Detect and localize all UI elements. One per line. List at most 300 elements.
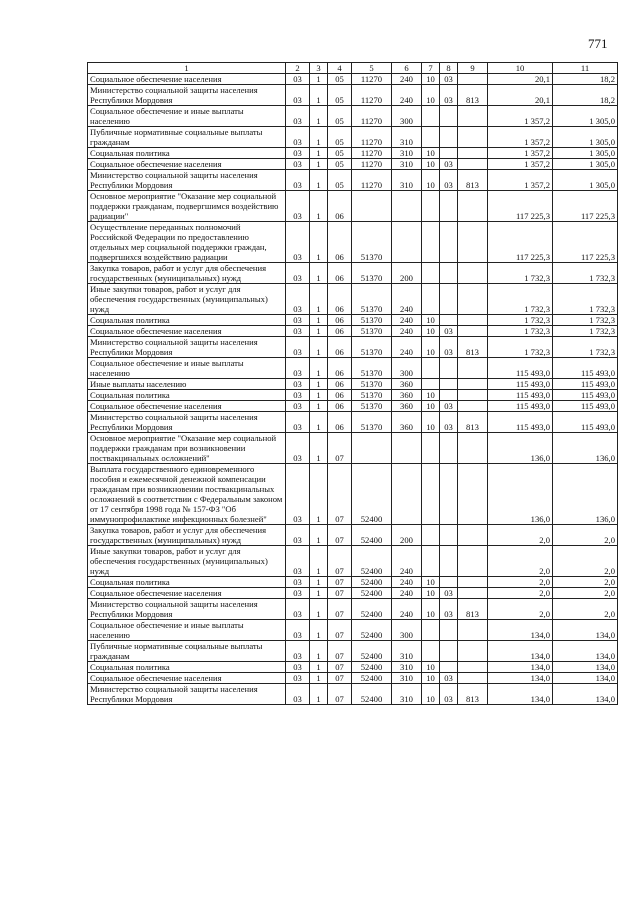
amount-year2-cell: 1 732,3 — [553, 315, 618, 326]
program-code-cell: 1 — [310, 159, 328, 170]
row-name-cell: Министерство социальной защиты населения Республики Мордовия — [88, 599, 286, 620]
expense-type-cell: 310 — [392, 641, 422, 662]
row-name-cell: Основное мероприятие "Оказание мер социальной поддержки гражданам, подвергшимся воздействию радиации" — [88, 191, 286, 222]
row-name-cell: Закупка товаров, работ и услуг для обеспечения государственных (муниципальных) нужд — [88, 263, 286, 284]
division-cell — [422, 641, 440, 662]
expense-type-cell: 240 — [392, 337, 422, 358]
section-code-cell: 03 — [286, 412, 310, 433]
column-header: 10 — [488, 63, 553, 74]
amount-year1-cell: 1 732,3 — [488, 337, 553, 358]
subdivision-cell — [440, 315, 458, 326]
amount-year2-cell: 2,0 — [553, 525, 618, 546]
subdivision-cell — [440, 127, 458, 148]
program-code-cell: 1 — [310, 222, 328, 263]
expense-type-cell: 240 — [392, 74, 422, 85]
section-code-cell: 03 — [286, 222, 310, 263]
subdivision-cell: 03 — [440, 673, 458, 684]
ministry-code-cell — [458, 263, 488, 284]
ministry-code-cell — [458, 433, 488, 464]
amount-year2-cell: 134,0 — [553, 673, 618, 684]
ministry-code-cell — [458, 159, 488, 170]
ministry-code-cell — [458, 525, 488, 546]
amount-year1-cell: 136,0 — [488, 433, 553, 464]
table-row — [88, 315, 618, 326]
expense-type-cell: 300 — [392, 620, 422, 641]
expense-type-cell: 360 — [392, 401, 422, 412]
division-cell: 10 — [422, 315, 440, 326]
row-name-cell: Социальное обеспечение и иные выплаты населению — [88, 358, 286, 379]
amount-year2-cell: 1 732,3 — [553, 326, 618, 337]
section-code-cell: 03 — [286, 525, 310, 546]
target-article-cell: 52400 — [352, 662, 392, 673]
subdivision-cell: 03 — [440, 74, 458, 85]
section-code-cell: 03 — [286, 599, 310, 620]
row-name-cell: Социальная политика — [88, 390, 286, 401]
division-cell: 10 — [422, 662, 440, 673]
table-row — [88, 106, 618, 127]
expense-type-cell: 310 — [392, 127, 422, 148]
division-cell — [422, 358, 440, 379]
ministry-code-cell — [458, 74, 488, 85]
program-code-cell: 1 — [310, 684, 328, 705]
row-name-cell: Социальная политика — [88, 315, 286, 326]
expense-type-cell: 310 — [392, 170, 422, 191]
ministry-code-cell — [458, 588, 488, 599]
row-name-cell: Основное мероприятие "Оказание мер социальной поддержки гражданам при возникновении поствакцинальных осложнений" — [88, 433, 286, 464]
row-name-cell: Социальная политика — [88, 577, 286, 588]
ministry-code-cell — [458, 315, 488, 326]
program-code-cell: 1 — [310, 599, 328, 620]
expense-type-cell: 240 — [392, 326, 422, 337]
row-name-cell: Социальная политика — [88, 662, 286, 673]
subprogram-code-cell: 05 — [328, 170, 352, 191]
ministry-code-cell — [458, 464, 488, 525]
expense-type-cell: 310 — [392, 662, 422, 673]
table-row — [88, 662, 618, 673]
amount-year1-cell: 2,0 — [488, 599, 553, 620]
division-cell: 10 — [422, 401, 440, 412]
program-code-cell: 1 — [310, 390, 328, 401]
amount-year1-cell: 1 357,2 — [488, 106, 553, 127]
section-code-cell: 03 — [286, 684, 310, 705]
amount-year1-cell: 115 493,0 — [488, 390, 553, 401]
subdivision-cell — [440, 148, 458, 159]
table-row — [88, 222, 618, 263]
subdivision-cell — [440, 641, 458, 662]
amount-year1-cell: 115 493,0 — [488, 412, 553, 433]
column-header: 5 — [352, 63, 392, 74]
target-article-cell: 51370 — [352, 263, 392, 284]
amount-year2-cell: 2,0 — [553, 546, 618, 577]
subprogram-code-cell: 07 — [328, 662, 352, 673]
section-code-cell: 03 — [286, 284, 310, 315]
amount-year1-cell: 1 357,2 — [488, 170, 553, 191]
ministry-code-cell: 813 — [458, 684, 488, 705]
row-name-cell: Социальное обеспечение населения — [88, 401, 286, 412]
division-cell — [422, 191, 440, 222]
table-row — [88, 337, 618, 358]
expense-type-cell — [392, 222, 422, 263]
table-row — [88, 433, 618, 464]
program-code-cell: 1 — [310, 588, 328, 599]
expense-type-cell: 240 — [392, 599, 422, 620]
table-row — [88, 159, 618, 170]
amount-year2-cell: 136,0 — [553, 433, 618, 464]
subprogram-code-cell: 05 — [328, 106, 352, 127]
division-cell: 10 — [422, 170, 440, 191]
division-cell: 10 — [422, 599, 440, 620]
expense-type-cell — [392, 191, 422, 222]
division-cell — [422, 127, 440, 148]
program-code-cell: 1 — [310, 170, 328, 191]
division-cell: 10 — [422, 148, 440, 159]
ministry-code-cell: 813 — [458, 337, 488, 358]
section-code-cell: 03 — [286, 315, 310, 326]
row-name-cell: Социальное обеспечение населения — [88, 74, 286, 85]
amount-year1-cell: 117 225,3 — [488, 222, 553, 263]
target-article-cell: 51370 — [352, 412, 392, 433]
expense-type-cell — [392, 464, 422, 525]
target-article-cell: 51370 — [352, 390, 392, 401]
row-name-cell: Иные закупки товаров, работ и услуг для обеспечения государственных (муниципальных) нужд — [88, 546, 286, 577]
column-header: 11 — [553, 63, 618, 74]
amount-year2-cell: 1 305,0 — [553, 106, 618, 127]
target-article-cell: 11270 — [352, 106, 392, 127]
amount-year2-cell: 117 225,3 — [553, 222, 618, 263]
program-code-cell: 1 — [310, 673, 328, 684]
amount-year1-cell: 134,0 — [488, 620, 553, 641]
table-row — [88, 170, 618, 191]
program-code-cell: 1 — [310, 148, 328, 159]
row-name-cell: Социальное обеспечение населения — [88, 159, 286, 170]
subprogram-code-cell: 06 — [328, 379, 352, 390]
column-header: 3 — [310, 63, 328, 74]
subprogram-code-cell: 07 — [328, 464, 352, 525]
amount-year2-cell: 1 305,0 — [553, 127, 618, 148]
amount-year2-cell: 115 493,0 — [553, 412, 618, 433]
program-code-cell: 1 — [310, 379, 328, 390]
row-name-cell: Публичные нормативные социальные выплаты гражданам — [88, 641, 286, 662]
target-article-cell — [352, 191, 392, 222]
division-cell: 10 — [422, 326, 440, 337]
program-code-cell: 1 — [310, 577, 328, 588]
row-name-cell: Выплата государственного единовременного пособия и ежемесячной денежной компенсации гражданам при возникновении поствакцинальных осложнений в соответствии с Федеральным законом от 17 сентября 1998 года № 157-ФЗ "Об иммунопрофилактике инфекционных болезней" — [88, 464, 286, 525]
table-row — [88, 599, 618, 620]
amount-year2-cell: 1 305,0 — [553, 148, 618, 159]
table-row — [88, 620, 618, 641]
division-cell — [422, 620, 440, 641]
division-cell: 10 — [422, 684, 440, 705]
subprogram-code-cell: 05 — [328, 148, 352, 159]
expense-type-cell: 200 — [392, 525, 422, 546]
row-name-cell: Министерство социальной защиты населения Республики Мордовия — [88, 684, 286, 705]
expense-type-cell: 300 — [392, 358, 422, 379]
ministry-code-cell — [458, 222, 488, 263]
program-code-cell: 1 — [310, 662, 328, 673]
target-article-cell: 51370 — [352, 222, 392, 263]
table-row — [88, 588, 618, 599]
subdivision-cell: 03 — [440, 326, 458, 337]
target-article-cell: 52400 — [352, 464, 392, 525]
subprogram-code-cell: 07 — [328, 577, 352, 588]
division-cell: 10 — [422, 412, 440, 433]
amount-year2-cell: 1 732,3 — [553, 263, 618, 284]
division-cell — [422, 525, 440, 546]
subprogram-code-cell: 06 — [328, 358, 352, 379]
target-article-cell: 51370 — [352, 379, 392, 390]
target-article-cell: 51370 — [352, 284, 392, 315]
ministry-code-cell: 813 — [458, 599, 488, 620]
column-header: 8 — [440, 63, 458, 74]
row-name-cell: Социальное обеспечение и иные выплаты населению — [88, 106, 286, 127]
amount-year1-cell: 1 732,3 — [488, 315, 553, 326]
row-name-cell: Социальная политика — [88, 148, 286, 159]
amount-year2-cell: 1 305,0 — [553, 170, 618, 191]
subprogram-code-cell: 07 — [328, 641, 352, 662]
subdivision-cell — [440, 390, 458, 401]
row-name-cell: Осуществление переданных полномочий Российской Федерации по предоставлению отдельных мер социальной поддержки граждан, подвергшихся воздействию радиации — [88, 222, 286, 263]
amount-year1-cell: 2,0 — [488, 546, 553, 577]
amount-year1-cell: 2,0 — [488, 525, 553, 546]
division-cell: 10 — [422, 588, 440, 599]
amount-year2-cell: 117 225,3 — [553, 191, 618, 222]
division-cell — [422, 433, 440, 464]
row-name-cell: Иные выплаты населению — [88, 379, 286, 390]
subdivision-cell: 03 — [440, 85, 458, 106]
target-article-cell: 52400 — [352, 599, 392, 620]
program-code-cell: 1 — [310, 401, 328, 412]
subprogram-code-cell: 05 — [328, 127, 352, 148]
amount-year1-cell: 1 732,3 — [488, 263, 553, 284]
program-code-cell: 1 — [310, 641, 328, 662]
amount-year2-cell: 18,2 — [553, 74, 618, 85]
amount-year1-cell: 2,0 — [488, 588, 553, 599]
subdivision-cell — [440, 263, 458, 284]
table-row — [88, 525, 618, 546]
table-row — [88, 284, 618, 315]
table-row — [88, 263, 618, 284]
section-code-cell: 03 — [286, 379, 310, 390]
division-cell: 10 — [422, 74, 440, 85]
subdivision-cell: 03 — [440, 599, 458, 620]
ministry-code-cell — [458, 191, 488, 222]
subdivision-cell — [440, 222, 458, 263]
subdivision-cell: 03 — [440, 588, 458, 599]
table-row — [88, 641, 618, 662]
column-header: 7 — [422, 63, 440, 74]
amount-year2-cell: 2,0 — [553, 588, 618, 599]
section-code-cell: 03 — [286, 464, 310, 525]
target-article-cell: 51370 — [352, 337, 392, 358]
table-row — [88, 326, 618, 337]
program-code-cell: 1 — [310, 358, 328, 379]
amount-year2-cell: 134,0 — [553, 620, 618, 641]
division-cell: 10 — [422, 337, 440, 358]
expense-type-cell: 240 — [392, 315, 422, 326]
target-article-cell: 52400 — [352, 525, 392, 546]
ministry-code-cell: 813 — [458, 85, 488, 106]
table-row — [88, 577, 618, 588]
subdivision-cell: 03 — [440, 401, 458, 412]
amount-year2-cell: 115 493,0 — [553, 358, 618, 379]
program-code-cell: 1 — [310, 315, 328, 326]
target-article-cell: 51370 — [352, 326, 392, 337]
subdivision-cell — [440, 379, 458, 390]
ministry-code-cell — [458, 326, 488, 337]
target-article-cell: 51370 — [352, 358, 392, 379]
table-row — [88, 379, 618, 390]
division-cell — [422, 222, 440, 263]
row-name-cell: Министерство социальной защиты населения Республики Мордовия — [88, 337, 286, 358]
division-cell: 10 — [422, 577, 440, 588]
amount-year2-cell: 1 732,3 — [553, 284, 618, 315]
column-header: 9 — [458, 63, 488, 74]
amount-year1-cell: 117 225,3 — [488, 191, 553, 222]
target-article-cell: 11270 — [352, 127, 392, 148]
amount-year2-cell: 115 493,0 — [553, 401, 618, 412]
ministry-code-cell — [458, 577, 488, 588]
ministry-code-cell — [458, 284, 488, 315]
column-header: 4 — [328, 63, 352, 74]
subprogram-code-cell: 06 — [328, 412, 352, 433]
amount-year1-cell: 1 732,3 — [488, 284, 553, 315]
section-code-cell: 03 — [286, 148, 310, 159]
amount-year1-cell: 134,0 — [488, 684, 553, 705]
table-row — [88, 358, 618, 379]
subdivision-cell — [440, 662, 458, 673]
row-name-cell: Иные закупки товаров, работ и услуг для обеспечения государственных (муниципальных) нужд — [88, 284, 286, 315]
table-row — [88, 401, 618, 412]
subdivision-cell: 03 — [440, 337, 458, 358]
row-name-cell: Социальное обеспечение и иные выплаты населению — [88, 620, 286, 641]
subprogram-code-cell: 07 — [328, 684, 352, 705]
subprogram-code-cell: 06 — [328, 315, 352, 326]
program-code-cell: 1 — [310, 412, 328, 433]
target-article-cell: 52400 — [352, 620, 392, 641]
table-row — [88, 74, 618, 85]
subprogram-code-cell: 05 — [328, 159, 352, 170]
expense-type-cell: 310 — [392, 148, 422, 159]
section-code-cell: 03 — [286, 85, 310, 106]
subdivision-cell — [440, 191, 458, 222]
section-code-cell: 03 — [286, 74, 310, 85]
target-article-cell: 11270 — [352, 170, 392, 191]
section-code-cell: 03 — [286, 662, 310, 673]
expense-type-cell: 360 — [392, 412, 422, 433]
subprogram-code-cell: 06 — [328, 222, 352, 263]
program-code-cell: 1 — [310, 337, 328, 358]
amount-year2-cell: 2,0 — [553, 599, 618, 620]
division-cell — [422, 379, 440, 390]
subdivision-cell: 03 — [440, 412, 458, 433]
ministry-code-cell — [458, 379, 488, 390]
ministry-code-cell — [458, 390, 488, 401]
target-article-cell: 52400 — [352, 577, 392, 588]
section-code-cell: 03 — [286, 263, 310, 284]
subprogram-code-cell: 07 — [328, 620, 352, 641]
amount-year2-cell: 115 493,0 — [553, 390, 618, 401]
subdivision-cell — [440, 620, 458, 641]
division-cell: 10 — [422, 85, 440, 106]
section-code-cell: 03 — [286, 401, 310, 412]
target-article-cell: 52400 — [352, 673, 392, 684]
section-code-cell: 03 — [286, 390, 310, 401]
subprogram-code-cell: 07 — [328, 433, 352, 464]
subdivision-cell — [440, 464, 458, 525]
section-code-cell: 03 — [286, 588, 310, 599]
subprogram-code-cell: 06 — [328, 390, 352, 401]
table-header-row — [88, 63, 618, 74]
ministry-code-cell — [458, 127, 488, 148]
target-article-cell: 51370 — [352, 315, 392, 326]
subdivision-cell: 03 — [440, 159, 458, 170]
subdivision-cell — [440, 433, 458, 464]
section-code-cell: 03 — [286, 191, 310, 222]
division-cell: 10 — [422, 159, 440, 170]
subprogram-code-cell: 06 — [328, 191, 352, 222]
column-header: 6 — [392, 63, 422, 74]
expense-type-cell: 310 — [392, 684, 422, 705]
expense-type-cell: 240 — [392, 546, 422, 577]
target-article-cell: 52400 — [352, 641, 392, 662]
ministry-code-cell — [458, 106, 488, 127]
target-article-cell: 11270 — [352, 159, 392, 170]
division-cell — [422, 106, 440, 127]
subdivision-cell — [440, 106, 458, 127]
amount-year2-cell: 134,0 — [553, 662, 618, 673]
subdivision-cell — [440, 358, 458, 379]
ministry-code-cell — [458, 673, 488, 684]
expense-type-cell: 360 — [392, 390, 422, 401]
amount-year1-cell: 134,0 — [488, 641, 553, 662]
target-article-cell: 52400 — [352, 546, 392, 577]
amount-year1-cell: 115 493,0 — [488, 401, 553, 412]
table-row — [88, 390, 618, 401]
column-header: 2 — [286, 63, 310, 74]
expense-type-cell: 200 — [392, 263, 422, 284]
division-cell — [422, 263, 440, 284]
row-name-cell: Министерство социальной защиты населения Республики Мордовия — [88, 170, 286, 191]
section-code-cell: 03 — [286, 620, 310, 641]
subprogram-code-cell: 06 — [328, 263, 352, 284]
ministry-code-cell — [458, 546, 488, 577]
ministry-code-cell: 813 — [458, 170, 488, 191]
section-code-cell: 03 — [286, 673, 310, 684]
ministry-code-cell — [458, 662, 488, 673]
program-code-cell: 1 — [310, 263, 328, 284]
section-code-cell: 03 — [286, 358, 310, 379]
ministry-code-cell: 813 — [458, 412, 488, 433]
amount-year2-cell: 2,0 — [553, 577, 618, 588]
amount-year2-cell: 134,0 — [553, 641, 618, 662]
target-article-cell: 51370 — [352, 401, 392, 412]
row-name-cell: Публичные нормативные социальные выплаты гражданам — [88, 127, 286, 148]
amount-year1-cell: 115 493,0 — [488, 358, 553, 379]
program-code-cell: 1 — [310, 464, 328, 525]
amount-year1-cell: 1 357,2 — [488, 159, 553, 170]
program-code-cell: 1 — [310, 85, 328, 106]
table-row — [88, 412, 618, 433]
table-body — [88, 74, 618, 705]
amount-year1-cell: 20,1 — [488, 85, 553, 106]
ministry-code-cell — [458, 620, 488, 641]
program-code-cell: 1 — [310, 191, 328, 222]
amount-year1-cell: 1 357,2 — [488, 127, 553, 148]
division-cell — [422, 284, 440, 315]
subdivision-cell: 03 — [440, 170, 458, 191]
budget-table — [87, 62, 618, 705]
expense-type-cell: 240 — [392, 577, 422, 588]
